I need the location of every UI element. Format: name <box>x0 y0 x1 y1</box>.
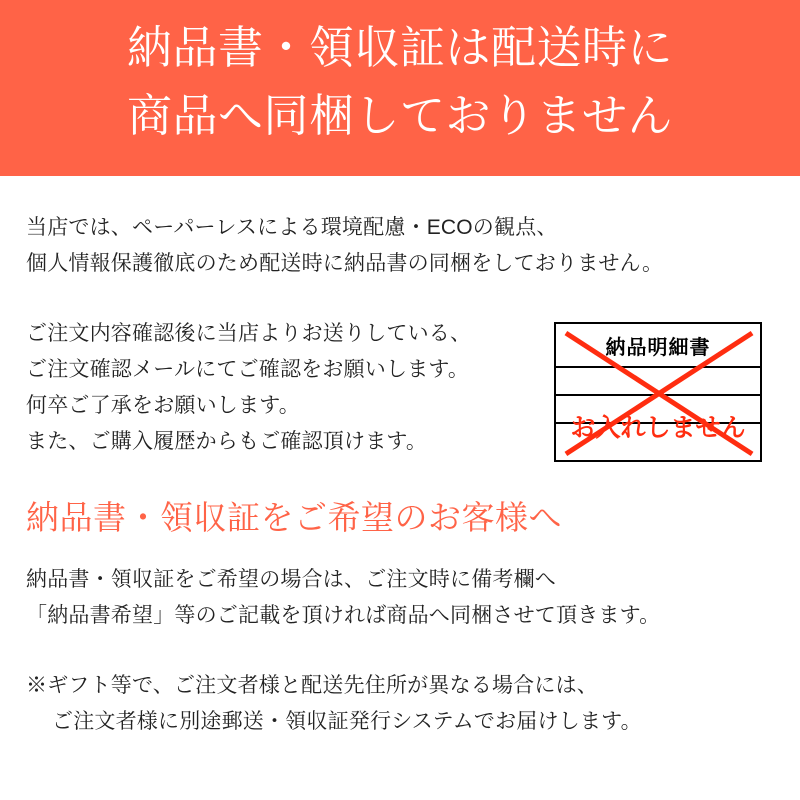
confirm-paragraph <box>26 316 774 460</box>
banner-line-1: 納品書・領収証は配送時に <box>126 22 673 73</box>
confirm-line-2: ご注文確認メールにてご確認をお願いします。 <box>26 358 470 381</box>
note-line-1: ※ギフト等で、ご注文者様と配送先住所が異なる場合には、 <box>26 674 598 697</box>
slip-rule-1 <box>554 366 762 368</box>
delivery-slip-illustration <box>554 322 762 462</box>
request-line-2: 「納品書希望」等のご記載を頂ければ商品へ同梱させて頂きます。 <box>26 604 661 627</box>
banner-line-2: 商品へ同梱しておりません <box>126 90 673 141</box>
intro-paragraph <box>26 210 774 282</box>
intro-line-2: 個人情報保護徹底のため配送時に納品書の同梱をしておりません。 <box>26 252 664 275</box>
note-paragraph <box>26 668 774 740</box>
slip-stamp-text: お入れしません <box>570 414 746 442</box>
request-paragraph <box>26 562 774 634</box>
note-line-2: ご注文者様に別途郵送・領収証発行システムでお届けします。 <box>52 710 642 733</box>
section-heading: 納品書・領収証をご希望のお客様へ <box>26 499 562 536</box>
intro-line-1: 当店では、ペーパーレスによる環境配慮・ECOの観点、 <box>26 216 558 239</box>
notice-body <box>0 176 800 800</box>
confirm-line-3: 何卒ご了承をお願いします。 <box>26 394 300 417</box>
request-line-1: 納品書・領収証をご希望の場合は、ご注文時に備考欄へ <box>26 568 556 591</box>
confirm-line-1: ご注文内容確認後に当店よりお送りしている、 <box>26 322 472 345</box>
header-banner <box>0 0 800 176</box>
confirm-line-4: また、ご購入履歴からもご確認頂けます。 <box>26 430 428 453</box>
slip-title: 納品明細書 <box>605 337 711 359</box>
